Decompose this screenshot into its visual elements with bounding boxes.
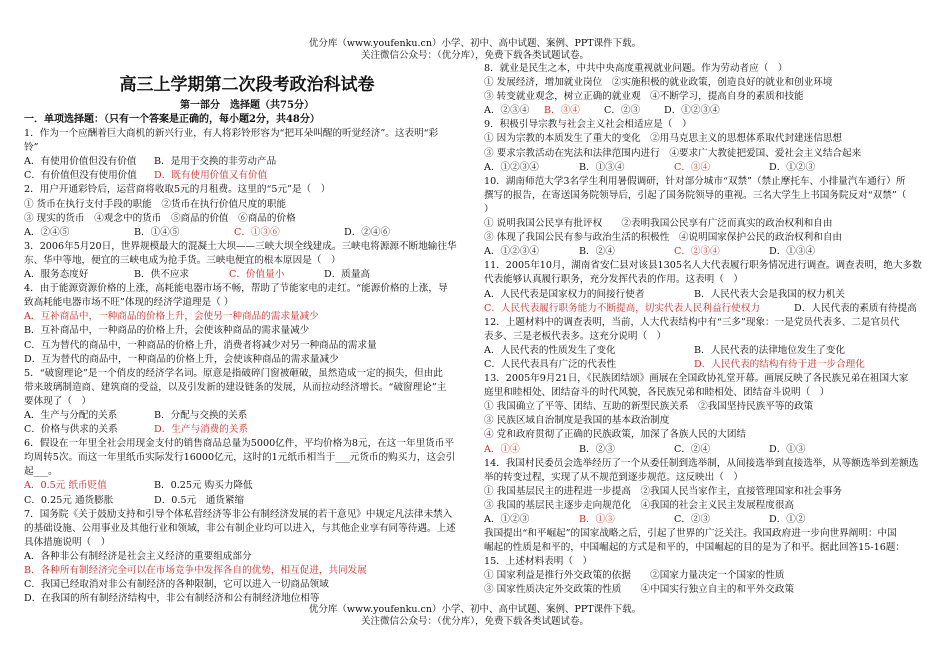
q1-option-d: D．既有使用价值又有价值 xyxy=(154,170,268,182)
q2-option-c: C．①③⑥ xyxy=(234,226,280,238)
q9-options xyxy=(484,161,930,175)
q15-stem: 15．上述材料表明（ ） xyxy=(484,556,593,568)
footer-line-1: 优分库（www.youfenku.cn）小学、初中、高中试题、案例、PPT课件下载。 xyxy=(308,604,642,615)
q13-stem-1: 13．2005年9月21日，《民族团结颂》画展在全国政协礼堂开幕。画展反映了各民族兄弟在祖国大家 xyxy=(484,373,909,385)
q6-option-b: B．0.25元 购买力降低 xyxy=(154,480,253,492)
q15-item-line-2: ③ 国家性质决定外交政策的性质 ④中国实行独立自主的和平外交政策 xyxy=(484,584,795,596)
footer-line-2: 关注微信公众号：（优分库），免费下载各类试题试卷。 xyxy=(360,616,589,627)
q12-options-row2 xyxy=(484,358,930,372)
q2-option-b: B．①④⑤ xyxy=(134,226,180,238)
q9-option-b: B．①③④ xyxy=(579,161,625,173)
q12-options-row1 xyxy=(484,344,930,358)
q5-stem-1: 5．“破窗理论”是一个俏皮的经济学名词。原意是指破碎门窗被砸破，虽然造成一定的损失，但由此 xyxy=(24,367,443,379)
q5-option-c: C．价格与供求的关系 xyxy=(24,424,118,436)
q11-stem-2: 代表能够认真履行职务，充分发挥代表的作用。这表明（ ） xyxy=(484,274,744,286)
q4-stem-2: 致高耗能电器市场不旺”体现的经济学道理是（ ） xyxy=(24,297,234,309)
q4-option-a: A．互补商品中，一种商品的价格上升，会使另一种商品的需求量减少 xyxy=(24,311,319,323)
q7-option-b: B．各种所有制经济完全可以在市场竞争中发挥各自的优势，相互促进，共同发展 xyxy=(24,565,367,576)
q15-item-line-1: ① 国家利益是推行外交政策的依据 ②国家力量决定一个国家的性质 xyxy=(484,570,785,582)
q4-option-c: C．互为替代的商品中，一种商品的价格上升，消费者将减少对另一种商品的需求量 xyxy=(24,339,377,351)
q2-option-d: D．②④⑥ xyxy=(344,226,391,238)
q4-option-d: D．互为替代的商品中，一种商品的价格上升，会使该种商品的需求量减少 xyxy=(24,353,339,365)
q10-item-line-2: ③ 体现了我国公民有参与政治生活的积极性 ④说明国家保护公民的政治权利和自由 xyxy=(484,232,843,244)
q10-stem-3: ） xyxy=(484,203,494,215)
q6-options-row2 xyxy=(24,494,470,508)
page-footer xyxy=(0,604,950,628)
passage-line-2: 崛起的性质是和平的，中国崛起的方式是和平的，中国崛起的目的是为了和平。据此回答15-16题： xyxy=(484,542,905,554)
q1-option-c: C．有价值但没有使用价值 xyxy=(24,170,137,182)
q11-options-row1 xyxy=(484,288,930,302)
q10-options xyxy=(484,245,930,259)
q9-item-line-1: ① 因为宗教的本质发生了重大的变化 ②用马克思主义的思想体系取代封建迷信思想 xyxy=(484,133,843,145)
q8-item-line-2: ③ 转变就业观念，树立正确的就业观 ④不断学习，提高自身的素质和技能 xyxy=(484,91,804,103)
q9-stem: 9．积极引导宗教与社会主义社会相适应是（ ） xyxy=(484,119,692,131)
q10-item-line-1: ① 说明我国公民享有批评权 ②表明我国公民享有广泛而真实的政治权利和自由 xyxy=(484,218,833,230)
q8-option-b: B．③④ xyxy=(544,105,580,117)
q6-stem-2: 均周转5次。而这一年里纸币实际发行16000亿元，这时的1元纸币相当于___元货币的购买力，这会引 xyxy=(24,452,456,464)
q14-option-a: A．①②③ xyxy=(484,514,530,525)
q13-option-d: D．①③ xyxy=(769,443,806,455)
q12-option-a: A．人民代表的性质发生了变化 xyxy=(484,344,616,356)
q14-stem-2: 举的转变过程，实现了从不规范到逐步规范。这反映出（ ） xyxy=(484,471,744,483)
part-heading: 第一部分 选择题（共75分） xyxy=(180,100,314,111)
q10-stem-2: 撰写的报告，在寄送国务院领导后，引起了国务院领导的重视。三名大学生上书国务院反对“双禁”（ xyxy=(484,189,907,201)
exam-title: 高三上学期第二次段考政治科试卷 xyxy=(119,75,375,95)
q3-option-b: B．供不应求 xyxy=(134,269,190,281)
q10-option-b: B．②④ xyxy=(579,246,615,258)
header-line-2: 关注微信公众号：（优分库），免费下载各类试题试卷。 xyxy=(360,50,589,61)
q14-options xyxy=(484,513,930,527)
q6-options-row1 xyxy=(24,479,470,493)
q14-option-b: B．①③ xyxy=(579,514,615,525)
q10-option-c: C．②③④ xyxy=(674,246,720,258)
q12-option-c: C．人民代表具有广泛的代表性 xyxy=(484,358,617,370)
q5-option-d: D．生产与消费的关系 xyxy=(154,424,249,436)
q13-item-line-1: ① 我国确立了平等、团结、互助的新型民族关系 ②我国坚持民族平等的政策 xyxy=(484,401,814,413)
passage-line-1: 我国提出“和平崛起”的国家战略之后，引起了世界的广泛关注。我国政府进一步向世界阐明：中国 xyxy=(484,528,897,540)
q14-option-d: D．①② xyxy=(769,514,806,525)
q13-item-line-2: ③ 民族区域自治制度是我国的基本政治制度 xyxy=(484,415,670,427)
q5-options-row2 xyxy=(24,423,470,437)
q13-item-line-3: ④ 党和政府贯彻了正确的民族政策，加深了各族人民的大团结 xyxy=(484,429,747,441)
q10-stem-1: 10．湖南师范大学3名学生利用暑假调研，针对部分城市“双禁”（禁止摩托车、小排量汽车通行）所 xyxy=(484,175,906,187)
header-line-1: 优分库（www.youfenku.cn）小学、初中、高中试题、案例、PPT课件下载。 xyxy=(308,38,642,49)
q8-item-line-1: ① 发展经济，增加就业岗位 ②实施积极的就业政策，创造良好的就业和创业环境 xyxy=(484,77,833,89)
q9-option-a: A．①②③④ xyxy=(484,161,539,173)
q9-item-line-2: ③ 要求宗教活动在宪法和法律范围内进行 ④要求广大教徒把爱国、爱社会主义结合起来 xyxy=(484,147,862,159)
q13-stem-2: 庭里和睦相处、团结奋斗的时代风貌，各民族兄弟和睦相处、团结奋斗说明（ ） xyxy=(484,387,830,399)
q4-stem-1: 4．由于能源资源价格的上涨，高耗能电器市场不畅，帮助了节能家电的走红。“能源价格的上涨，导 xyxy=(24,283,448,295)
q11-option-d: D．人民代表的素质有待提高 xyxy=(794,302,917,314)
q3-stem-2: 东、华中等地，便宜的三峡电成为抢手货。三峡电便宜的根本原因是（ ） xyxy=(24,254,341,266)
q3-options xyxy=(24,268,470,282)
q13-option-c: C．②④ xyxy=(674,443,711,455)
q12-option-d: D．人民代表的结构有待于进一步合理化 xyxy=(694,358,865,370)
q12-stem-1: 12．上题材料中的调查表明，当前，人大代表结构中有“三多”现象：一是党员代表多、二是官员代 xyxy=(484,316,900,328)
q9-option-d: D．①②③ xyxy=(769,161,816,173)
q9-option-c: C．③④ xyxy=(674,161,711,173)
q7-stem-2: 的基础设施、公用事业及其他行业和领域，非公有制企业均可以进入，与其他企业享有同等待遇。上述 xyxy=(24,522,456,534)
q7-stem-1: 7．国务院《关于鼓励支持和引导个体私营经济等非公有制经济发展的若干意见》中规定凡法律未禁入 xyxy=(24,508,453,520)
q3-option-a: A．服务态度好 xyxy=(24,269,89,281)
q6-option-c: C．0.25元 通货膨胀 xyxy=(24,494,114,506)
q1-stem-1: 1．作为一个应酬着巨大商机的新兴行业，有人将彩铃形容为“把耳朵叫醒的听觉经济”。这表明“彩 xyxy=(24,128,439,140)
q7-stem-3: 具体措施说明（ ） xyxy=(24,536,111,548)
q8-stem: 8．就业是民生之本，中共中央高度重视就业问题。作为劳动者应（ ） xyxy=(484,63,788,74)
right-column xyxy=(484,62,930,598)
q1-option-a: A．有使用价值但没有价值 xyxy=(24,156,137,168)
q11-option-a: A．人民代表是国家权力的间接行使者 xyxy=(484,288,645,300)
q13-options xyxy=(484,443,930,457)
q5-stem-2: 带来玻璃制造商、建筑商的受益，以及引发新的建设链条的发展，从而拉动经济增长。“破窗理论”主 xyxy=(24,381,447,393)
q6-stem-1: 6．假设在一年里全社会用现金支付的销售商品总量为5000亿件，平均价格为8元，在这一年里货币平 xyxy=(24,438,454,450)
q3-option-d: D．质量高 xyxy=(324,269,371,281)
q8-option-a: A．②③④ xyxy=(484,105,530,117)
q7-option-c: C．我国已经取消对非公有制经济的各种限制，它可以进入一切商品领域 xyxy=(24,579,329,591)
q6-option-d: D．0.5元 通货紧缩 xyxy=(154,494,245,506)
q6-stem-3: 起___。 xyxy=(24,466,58,478)
section-heading: 一．单项选择题：（只有一个答案是正确的，每小题2分，共48分） xyxy=(24,114,320,125)
q5-option-a: A．生产与分配的关系 xyxy=(24,409,118,421)
q3-stem-1: 3．2006年5月20日，世界规模最大的混凝土大坝——三峡大坝全线建成。三峡电将源源不断地输往华 xyxy=(24,240,457,252)
q13-option-b: B．②③ xyxy=(579,443,615,455)
q2-option-a: A．②④⑤ xyxy=(24,226,70,238)
q14-item-line-1: ① 我国基层民主的进程进一步提高 ②我国人民当家作主，直接管理国家和社会事务 xyxy=(484,485,843,497)
q7-option-d: D．在我国的所有制经济结构中，非公有制经济和公有制经济地位相等 xyxy=(24,593,320,605)
q4-option-b: B．互补商品中，一种商品的价格上升，会使该种商品的需求量减少 xyxy=(24,325,310,337)
q10-option-d: D．①③④ xyxy=(769,246,816,258)
q13-option-a: A．①④ xyxy=(484,443,520,455)
q2-stem: 2．用户开通彩铃后，运营商将收取5元的月租费。这里的“5元”是（ ） xyxy=(24,184,331,196)
q8-option-d: D．①②③④ xyxy=(664,105,720,117)
q3-option-c: C．价值量小 xyxy=(229,269,285,281)
q5-option-b: B．分配与交换的关系 xyxy=(154,409,248,421)
q11-stem-1: 11．2005年10月，湖南省安仁县对该县1305名人大代表履行职务情况进行调查。调查表明，绝大多数 xyxy=(484,260,922,272)
q1-options-row2 xyxy=(24,169,470,183)
q14-stem-1: 14．我国村民委员会选举经历了一个从委任制到选举制，从间接选举到直接选举，从等额选举到差额选 xyxy=(484,457,919,469)
q8-options xyxy=(484,104,930,118)
q12-stem-2: 表多、三是老板代表多。这充分说明（ ） xyxy=(484,330,667,342)
q10-option-a: A．①②③④ xyxy=(484,246,539,258)
q1-stem-2: 铃” xyxy=(24,142,39,154)
q2-item-line-2: ③ 现实的货币 ④观念中的货币 ⑤商品的价值 ⑥商品的价格 xyxy=(24,212,296,224)
q7-option-a: A．各种非公有制经济是社会主义经济的重要组成部分 xyxy=(24,550,252,562)
q2-item-line-1: ① 货币在执行支付手段的职能 ②货币在执行价值尺度的职能 xyxy=(24,198,287,210)
q8-option-c: C．②③ xyxy=(604,105,641,117)
left-column xyxy=(24,62,470,606)
q12-option-b: B．人民代表的法律地位发生了变化 xyxy=(694,344,845,356)
q6-option-a: A．0.5元 纸币贬值 xyxy=(24,480,107,492)
q14-item-line-2: ③ 我国的基层民主逐步走向规范化 ④我国的社会主义民主发展程度很高 xyxy=(484,499,795,511)
q5-options-row1 xyxy=(24,409,470,423)
q1-option-b: B．是用于交换的非劳动产品 xyxy=(154,156,277,168)
q11-option-b: B．人民代表大会是我国的权力机关 xyxy=(694,288,845,300)
page-header xyxy=(0,38,950,62)
q2-options xyxy=(24,226,470,240)
q14-option-c: C．②③ xyxy=(674,514,711,525)
q1-options-row1 xyxy=(24,155,470,169)
q11-options-row2 xyxy=(484,302,930,316)
q5-stem-3: 要体现了（ ） xyxy=(24,395,92,407)
q11-option-c: C．人民代表履行职务能力不断提高，切实代表人民利益行使权力 xyxy=(484,302,760,314)
